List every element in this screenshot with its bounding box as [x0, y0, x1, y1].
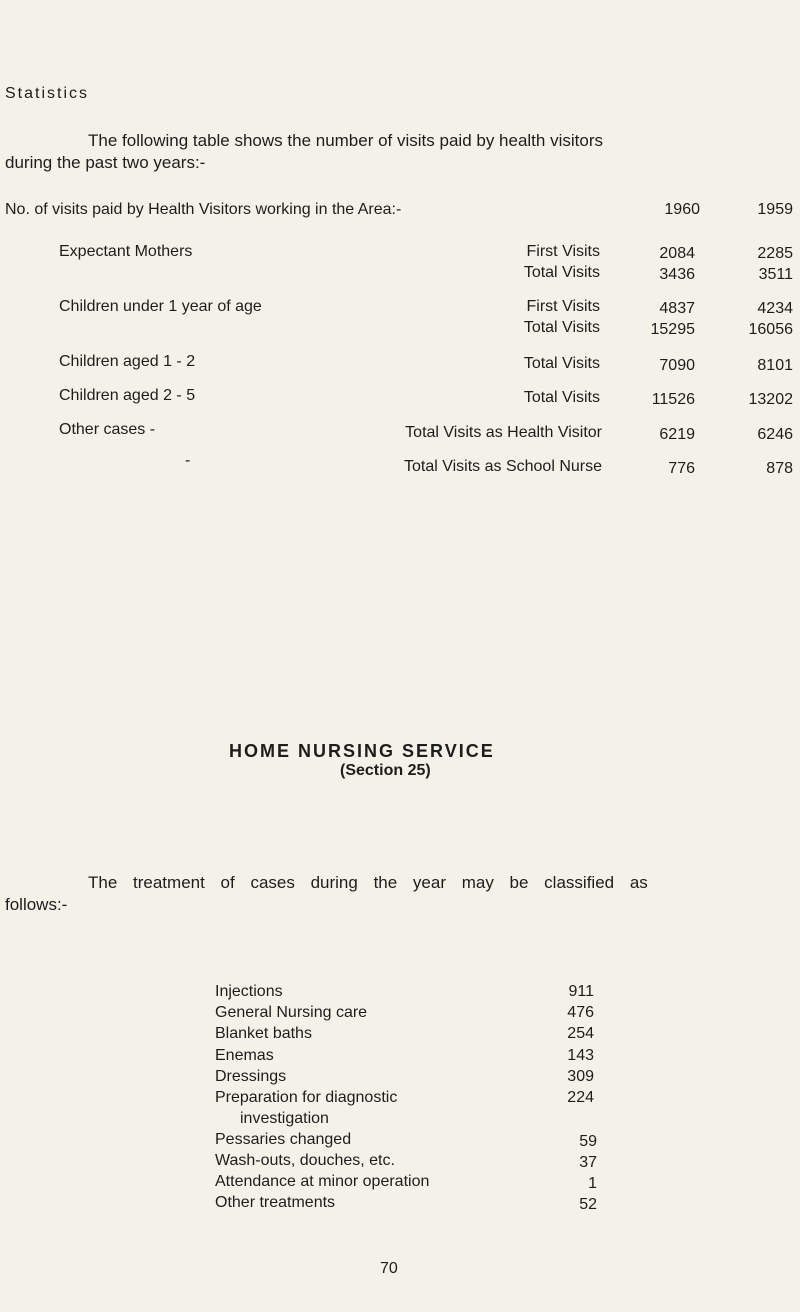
treatment-label: Dressings — [215, 1068, 287, 1085]
treatment-value: 143 — [567, 1047, 594, 1064]
table-cell-1960: 11526 — [651, 391, 695, 408]
intro-line-1: The following table shows the number of visits paid by health visitors — [88, 131, 603, 150]
treatment-label: General Nursing care — [215, 1004, 368, 1021]
table-cell-1959: 4234 — [757, 300, 793, 317]
table-cell-1959: 3511 — [758, 266, 793, 283]
home-nursing-intro-2: follows:- — [5, 895, 68, 914]
table-cell-1960: 15295 — [650, 321, 695, 338]
treatment-value: 254 — [567, 1025, 594, 1042]
treatment-label: Wash-outs, douches, etc. — [215, 1152, 395, 1169]
treatment-value: 911 — [568, 983, 594, 1000]
table-cell-1959: 2285 — [757, 245, 793, 262]
table-cell-1959: 13202 — [748, 391, 793, 408]
home-nursing-intro-1: The treatment of cases during the year may be classified as — [88, 873, 648, 892]
treatment-value: 309 — [567, 1068, 594, 1085]
table-row-category: Other cases - — [59, 421, 156, 438]
table-row-type: First Visits — [526, 298, 600, 315]
table-cell-1959: 6246 — [757, 426, 793, 443]
treatment-value: 52 — [579, 1196, 597, 1213]
treatment-label: Injections — [215, 983, 283, 1000]
table-row-category: Children aged 2 - 5 — [59, 387, 196, 404]
year-1959-header: 1959 — [757, 201, 793, 218]
intro-line-2: during the past two years:- — [5, 153, 206, 172]
table-row-category: - — [185, 452, 191, 469]
treatment-value: 224 — [567, 1089, 594, 1106]
treatment-label: Blanket baths — [215, 1025, 312, 1042]
table-cell-1959: 878 — [766, 460, 793, 477]
table-cell-1960: 3436 — [659, 266, 695, 283]
table-row-type: Total Visits — [523, 264, 600, 281]
table-row-type: Total Visits — [523, 319, 600, 336]
table-row-type: First Visits — [526, 243, 600, 260]
home-nursing-title: HOME NURSING SERVICE — [229, 741, 495, 761]
table-header-label: No. of visits paid by Health Visitors working in the Area:- — [5, 201, 402, 218]
table-row-type: Total Visits — [523, 355, 600, 372]
treatment-value: 37 — [579, 1154, 597, 1171]
table-row-category: Children aged 1 - 2 — [59, 353, 196, 370]
year-1960-header: 1960 — [664, 201, 700, 218]
table-row-category: Children under 1 year of age — [59, 298, 262, 315]
table-row-category: Expectant Mothers — [59, 243, 193, 260]
treatment-label: Preparation for diagnostic — [215, 1089, 398, 1106]
treatment-label: Attendance at minor operation — [215, 1173, 430, 1190]
section-title: Statistics — [5, 85, 90, 102]
treatment-value: 1 — [588, 1175, 597, 1192]
treatment-value: 476 — [567, 1004, 594, 1021]
table-row-type: Total Visits — [523, 389, 600, 406]
page-number: 70 — [380, 1260, 398, 1277]
table-cell-1960: 2084 — [659, 245, 695, 262]
table-row-type: Total Visits as School Nurse — [403, 458, 602, 475]
table-cell-1959: 8101 — [757, 357, 793, 374]
table-cell-1960: 4837 — [659, 300, 695, 317]
treatment-label: Pessaries changed — [215, 1131, 352, 1148]
treatment-label-continued: investigation — [240, 1110, 329, 1127]
home-nursing-subtitle: (Section 25) — [340, 762, 431, 779]
table-row-type: Total Visits as Health Visitor — [405, 424, 602, 441]
table-cell-1959: 16056 — [748, 321, 793, 338]
table-cell-1960: 6219 — [659, 426, 695, 443]
table-cell-1960: 7090 — [659, 357, 695, 374]
table-cell-1960: 776 — [668, 460, 695, 477]
treatment-label: Enemas — [215, 1047, 274, 1064]
treatment-value: 59 — [579, 1133, 597, 1150]
treatment-label: Other treatments — [215, 1194, 336, 1211]
